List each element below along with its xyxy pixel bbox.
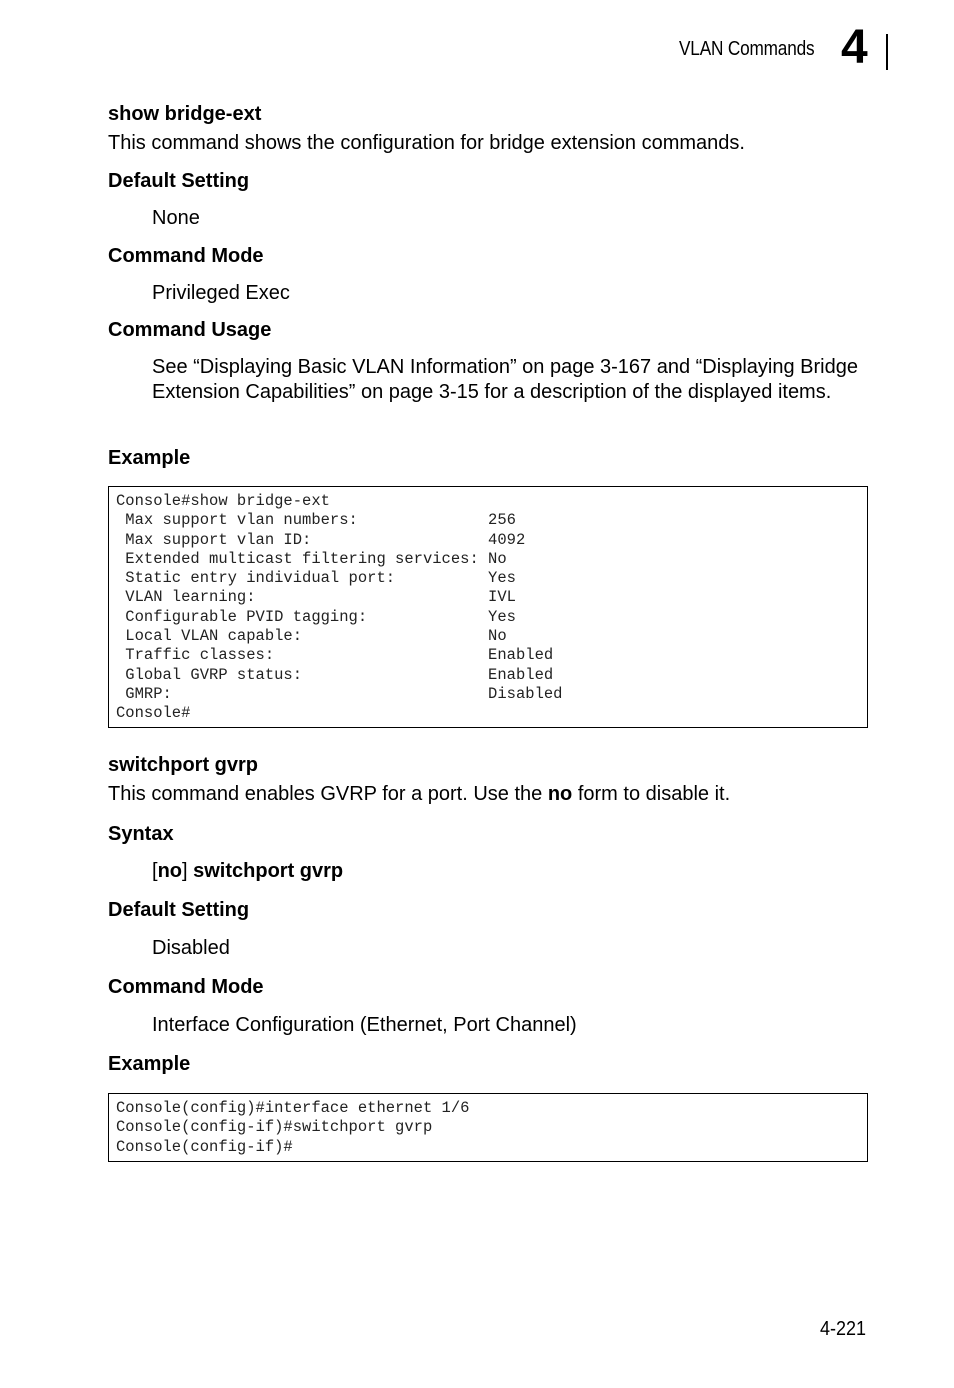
command-description xyxy=(108,783,730,806)
syntax-line xyxy=(152,859,343,884)
command-title-switchport-gvrp: switchport gvrp xyxy=(108,754,259,776)
description-text: form to disable it. xyxy=(572,783,731,805)
default-setting-value: None xyxy=(152,207,200,229)
syntax-heading: Syntax xyxy=(108,823,174,845)
chapter-label: VLAN Commands xyxy=(679,38,815,60)
default-setting-heading: Default Setting xyxy=(108,899,250,921)
command-mode-heading: Command Mode xyxy=(108,245,264,267)
default-setting-heading: Default Setting xyxy=(108,170,250,192)
chapter-divider xyxy=(886,34,888,70)
syntax-command: switchport gvrp xyxy=(193,860,344,882)
syntax-bracket: [ xyxy=(152,860,158,882)
command-usage-text: See “Displaying Basic VLAN Information” on page 3-167 and “Displaying Bridge Extension Capabilities” on page 3-15 for a description of the displayed items. xyxy=(152,356,858,403)
code-example: Console#show bridge-ext Max support vlan numbers: 256 Max support vlan ID: 4092 Extended multicast filtering services: No Static entry individual port: Yes VLAN learning: IVL Configurable PVID tagging: Yes Local VLAN capable: No Traffic classes: Enabled Global GVRP status: Enabled GMRP: Disabled Console# xyxy=(116,492,563,723)
command-title-show-bridge-ext: show bridge-ext xyxy=(108,103,262,125)
code-example-box xyxy=(108,486,868,728)
command-usage-heading: Command Usage xyxy=(108,319,272,341)
code-example: Console(config)#interface ethernet 1/6 Console(config-if)#switchport gvrp Console(config-if)# xyxy=(116,1099,470,1156)
syntax-no-keyword: no xyxy=(157,860,182,882)
code-example-box xyxy=(108,1093,868,1162)
example-heading: Example xyxy=(108,1053,191,1075)
default-setting-value: Disabled xyxy=(152,937,230,959)
command-mode-value: Interface Configuration (Ethernet, Port Channel) xyxy=(152,1014,577,1036)
command-mode-value: Privileged Exec xyxy=(152,282,290,304)
syntax-bracket: ] xyxy=(182,860,194,882)
command-description: This command shows the configuration for bridge extension commands. xyxy=(108,132,745,154)
example-heading: Example xyxy=(108,447,191,469)
no-keyword: no xyxy=(547,783,573,805)
chapter-number: 4 xyxy=(841,21,868,74)
page-number: 4-221 xyxy=(820,1318,867,1340)
description-text: This command enables GVRP for a port. Use the xyxy=(108,783,548,805)
command-mode-heading: Command Mode xyxy=(108,976,264,998)
